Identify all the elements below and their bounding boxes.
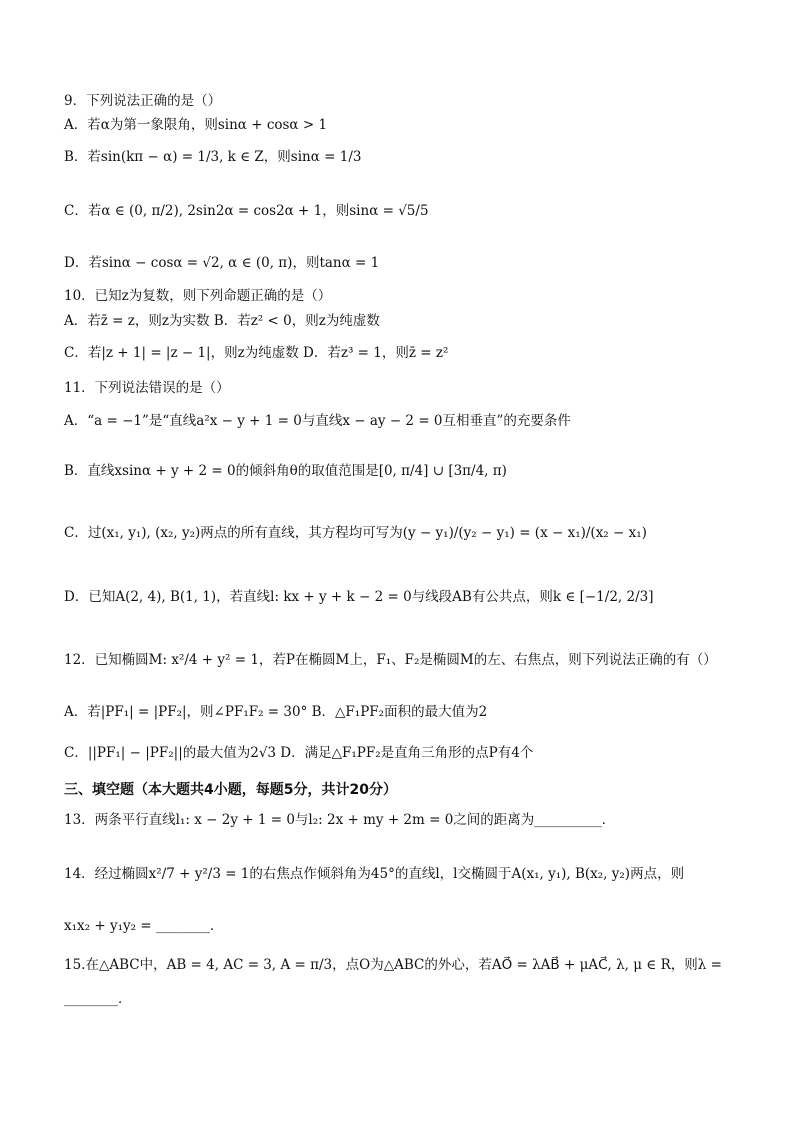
question-15: 15.在△ABC中，AB = 4, AC = 3, A = π/3，点O为△ABC的外心，若AO⃗ = λAB⃗ + μAC⃗, λ, μ ∈ R，则λ = bbox=[64, 957, 722, 973]
question-10-options-ab: A．若z̄ = z，则z为实数 B．若z² < 0，则z为纯虚数 bbox=[64, 313, 380, 329]
section-3-heading: 三、填空题（本大题共4小题，每题5分，共计20分） bbox=[64, 782, 397, 798]
question-11-stem: 11．下列说法错误的是（） bbox=[64, 380, 230, 396]
question-13: 13．两条平行直线l₁: x − 2y + 1 = 0与l₂: 2x + my + 2m = 0之间的距离为__________． bbox=[64, 812, 616, 828]
question-15-answer-line: ________． bbox=[64, 991, 132, 1007]
question-12-options-cd: C．||PF₁| − |PF₂||的最大值为2√3 D．满足△F₁PF₂是直角三角形的点P有4个 bbox=[64, 745, 534, 761]
question-9-option-d: D．若sinα − cosα = √2, α ∈ (0, π)，则tanα = 1 bbox=[64, 255, 380, 271]
question-9-option-b: B．若sin(kπ − α) = 1/3, k ∈ Z，则sinα = 1/3 bbox=[64, 149, 362, 165]
question-12-options-ab: A．若|PF₁| = |PF₂|，则∠PF₁F₂ = 30° B．△F₁PF₂面积的最大值为2 bbox=[64, 704, 488, 720]
question-9-option-c: C．若α ∈ (0, π/2), 2sin2α = cos2α + 1，则sinα = √5/5 bbox=[64, 203, 429, 219]
question-14-answer-line: x₁x₂ + y₁y₂ = ________． bbox=[64, 918, 224, 934]
question-11-option-c: C．过(x₁, y₁), (x₂, y₂)两点的所有直线，其方程均可写为(y − y₁)/(y₂ − y₁) = (x − x₁)/(x₂ − x₁) bbox=[64, 525, 647, 541]
question-10-options-cd: C．若|z + 1| = |z − 1|，则z为纯虚数 D．若z³ = 1，则z̄ = z² bbox=[64, 345, 449, 361]
question-11-option-a: A．“a = −1”是“直线a²x − y + 1 = 0与直线x − ay − 2 = 0互相垂直”的充要条件 bbox=[64, 413, 571, 429]
question-11-option-b: B．直线xsinα + y + 2 = 0的倾斜角θ的取值范围是[0, π/4] ∪ [3π/4, π) bbox=[64, 463, 507, 479]
question-9-stem: 9．下列说法正确的是（） bbox=[64, 93, 222, 109]
question-9-option-a: A．若α为第一象限角，则sinα + cosα > 1 bbox=[64, 117, 328, 133]
question-14: 14．经过椭圆x²/7 + y²/3 = 1的右焦点作倾斜角为45°的直线l，l交椭圆于A(x₁, y₁), B(x₂, y₂)两点，则 bbox=[64, 866, 685, 882]
question-10-stem: 10．已知z为复数，则下列命题正确的是（） bbox=[64, 288, 332, 304]
question-11-option-d: D．已知A(2, 4), B(1, 1)，若直线l: kx + y + k − 2 = 0与线段AB有公共点，则k ∈ [−1/2, 2/3] bbox=[64, 589, 654, 605]
question-12-stem: 12．已知椭圆M: x²/4 + y² = 1，若P在椭圆M上，F₁、F₂是椭圆M的左、右焦点，则下列说法正确的有（） bbox=[64, 652, 717, 668]
